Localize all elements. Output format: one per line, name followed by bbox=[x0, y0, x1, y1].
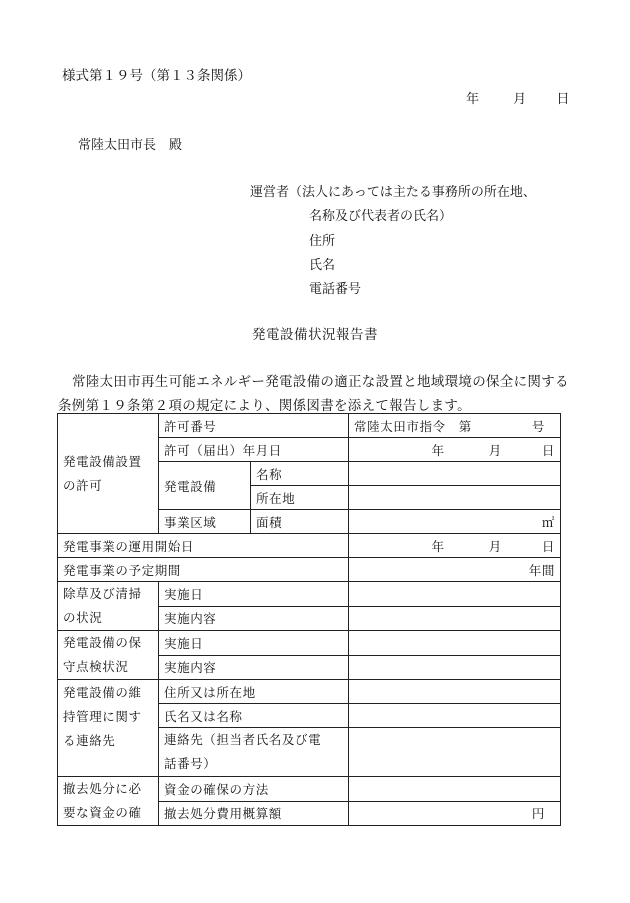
contact-person-field[interactable] bbox=[349, 728, 561, 777]
form-number: 様式第１９号（第１３条関係） bbox=[62, 68, 251, 84]
weeding-content-field[interactable] bbox=[349, 606, 561, 631]
report-table bbox=[57, 413, 561, 826]
funding-method-label: 資金の確保の方法 bbox=[159, 777, 349, 802]
maintenance-content-label: 実施内容 bbox=[159, 655, 349, 680]
maintenance-date-label: 実施日 bbox=[159, 631, 349, 656]
planned-period-field[interactable]: 年間 bbox=[349, 558, 561, 582]
submission-date bbox=[466, 92, 569, 108]
table-row bbox=[58, 680, 561, 704]
weeding-date-field[interactable] bbox=[349, 582, 561, 607]
permit-date-field[interactable]: 年 月 日 bbox=[349, 438, 561, 462]
equipment-name-label: 名称 bbox=[251, 462, 349, 486]
area-size-field[interactable]: ㎡ bbox=[349, 510, 561, 534]
date-year-label: 年 bbox=[466, 92, 480, 107]
operator-line1: 運営者（法人にあっては主たる事務所の所在地、 bbox=[250, 185, 536, 200]
contact-name-field[interactable] bbox=[349, 704, 561, 728]
permit-number-label: 許可番号 bbox=[159, 414, 349, 438]
date-day-label: 日 bbox=[556, 92, 570, 107]
intro-text: 常陸太田市再生可能エネルギー発電設備の適正な設置と地域環境の保全に関する条例第１９条第２項の規定により、関係図書を添えて報告します。 bbox=[58, 374, 569, 414]
maintenance-date-field[interactable] bbox=[349, 631, 561, 656]
maintenance-content-field[interactable] bbox=[349, 655, 561, 680]
removal-cost-field[interactable]: 円 bbox=[349, 801, 561, 826]
removal-section-header: 撤去処分に必 要な資金の確 bbox=[58, 777, 159, 826]
planned-period-label: 発電事業の予定期間 bbox=[58, 558, 349, 582]
contact-address-field[interactable] bbox=[349, 680, 561, 704]
table-row bbox=[58, 534, 561, 558]
table-row bbox=[58, 582, 561, 607]
permit-date-label: 許可（届出）年月日 bbox=[159, 438, 349, 462]
equipment-location-field[interactable] bbox=[349, 486, 561, 510]
equipment-name-field[interactable] bbox=[349, 462, 561, 486]
table-row bbox=[58, 558, 561, 582]
operator-line2: 名称及び代表者の氏名） bbox=[309, 209, 453, 224]
permit-section-header: 発電設備設置 の許可 bbox=[58, 414, 159, 534]
document-title: 発電設備状況報告書 bbox=[252, 327, 378, 343]
operator-address-label: 住所 bbox=[309, 234, 336, 249]
contact-person-label: 連絡先（担当者氏名及び電 話番号） bbox=[159, 728, 349, 777]
equipment-label: 発電設備 bbox=[159, 462, 251, 510]
weeding-date-label: 実施日 bbox=[159, 582, 349, 607]
operation-start-label: 発電事業の運用開始日 bbox=[58, 534, 349, 558]
contact-address-label: 住所又は所在地 bbox=[159, 680, 349, 704]
equipment-location-label: 所在地 bbox=[251, 486, 349, 510]
operator-name-label: 氏名 bbox=[309, 258, 336, 273]
date-month-label: 月 bbox=[513, 92, 527, 107]
operation-start-field[interactable]: 年 月 日 bbox=[349, 534, 561, 558]
operator-phone-label: 電話番号 bbox=[309, 282, 362, 297]
addressee: 常陸太田市長 殿 bbox=[78, 138, 183, 153]
maintenance-section-header: 発電設備の保 守点検状況 bbox=[58, 631, 159, 680]
weeding-content-label: 実施内容 bbox=[159, 606, 349, 631]
weeding-section-header: 除草及び清掃 の状況 bbox=[58, 582, 159, 631]
table-row bbox=[58, 777, 561, 802]
table-row bbox=[58, 414, 561, 438]
contact-section-header: 発電設備の維 持管理に関す る連絡先 bbox=[58, 680, 159, 777]
permit-number-field[interactable]: 常陸太田市指令 第 号 bbox=[349, 414, 561, 438]
funding-method-field[interactable] bbox=[349, 777, 561, 802]
removal-cost-label: 撤去処分費用概算額 bbox=[159, 801, 349, 826]
area-size-label: 面積 bbox=[251, 510, 349, 534]
business-area-label: 事業区域 bbox=[159, 510, 251, 534]
table-row bbox=[58, 631, 561, 656]
contact-name-label: 氏名又は名称 bbox=[159, 704, 349, 728]
